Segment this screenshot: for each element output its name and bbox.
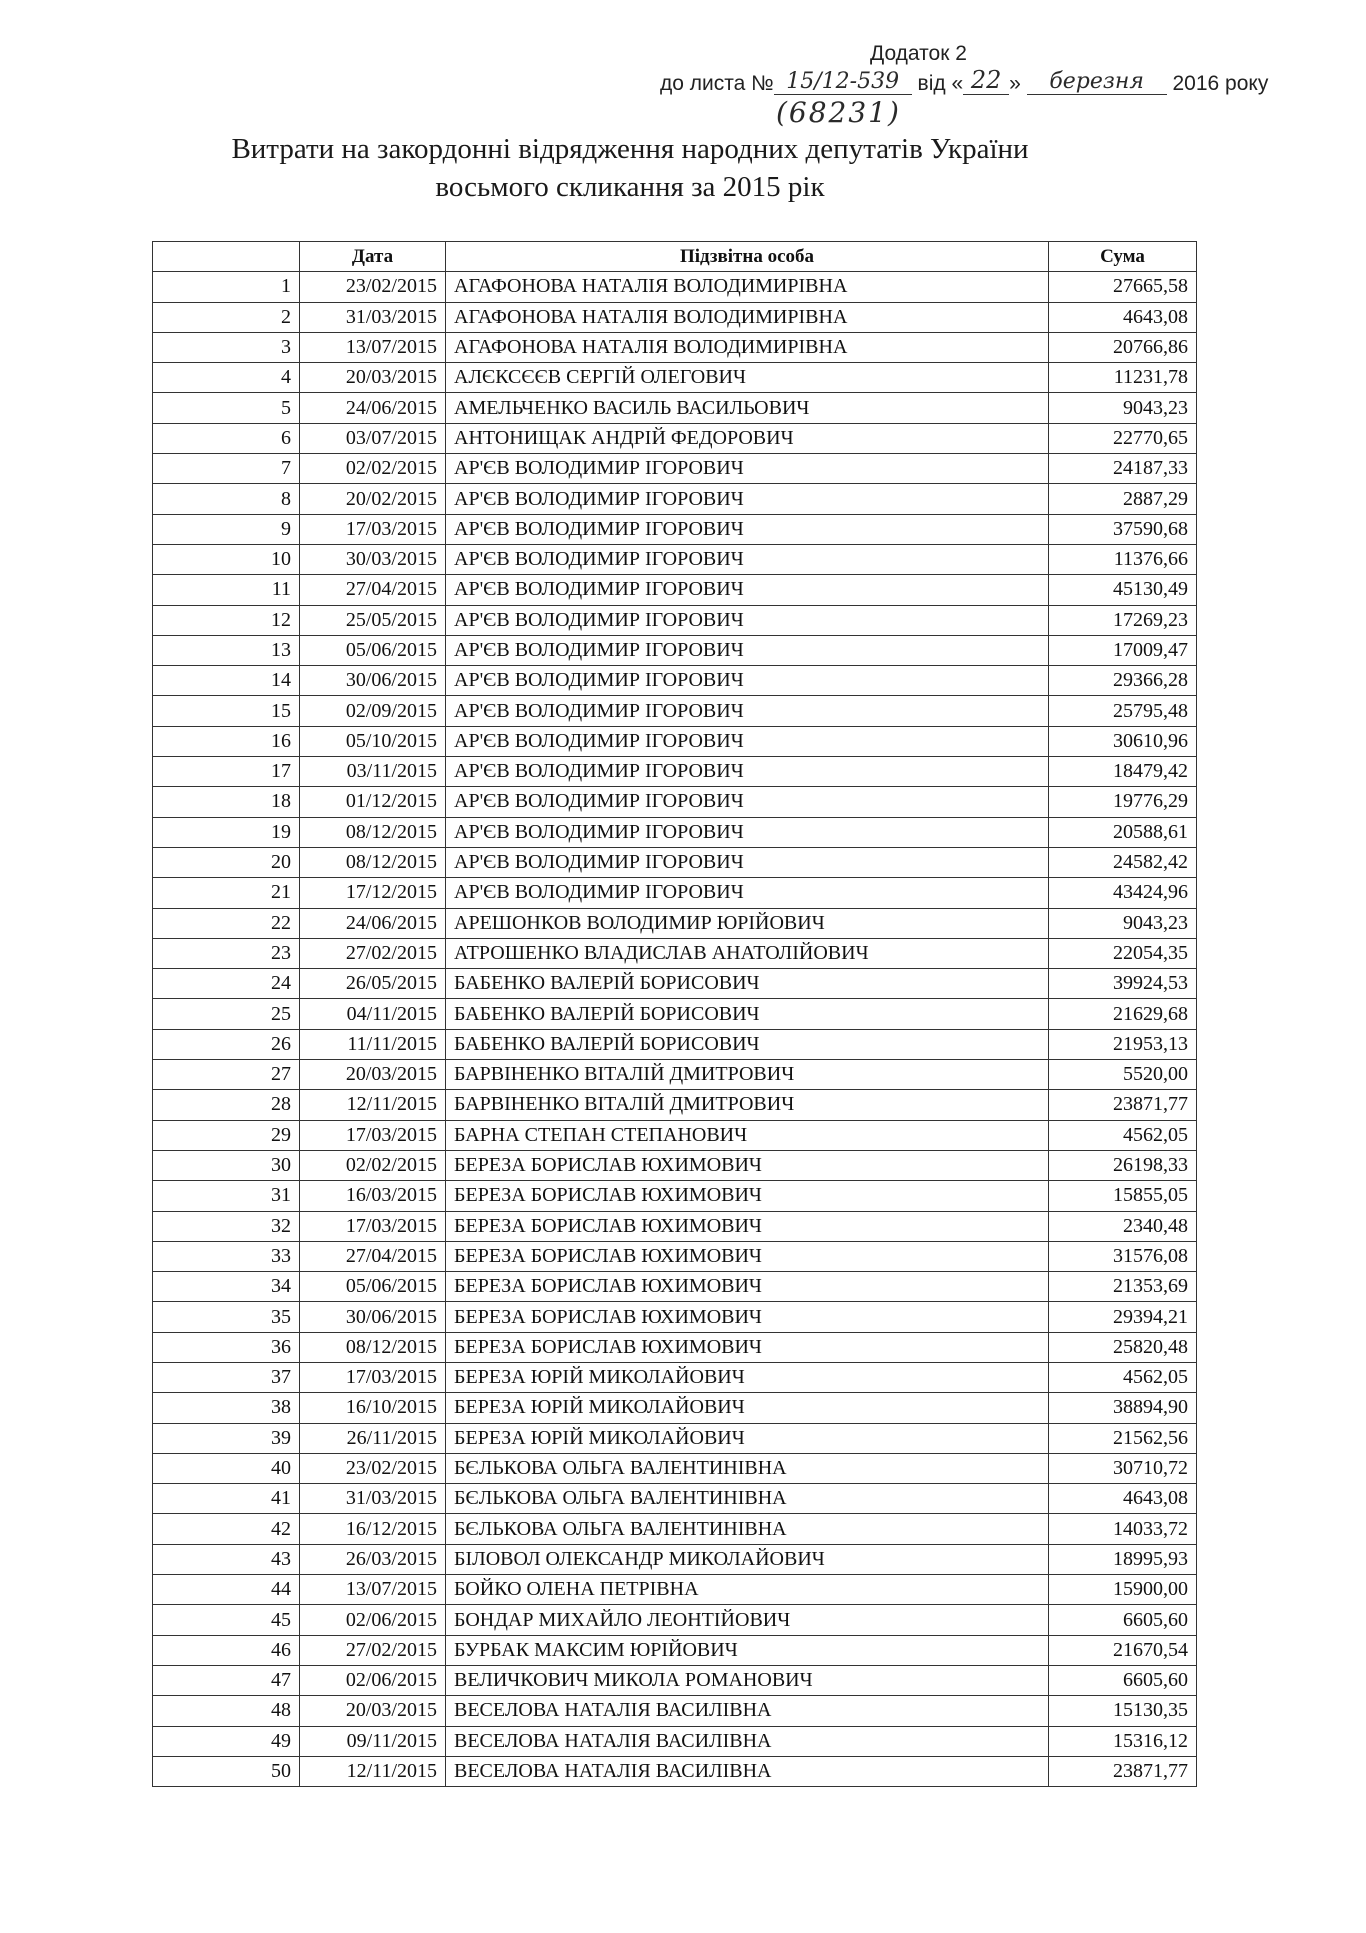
row-sum: 39924,53 xyxy=(1049,969,1197,999)
row-date: 11/11/2015 xyxy=(300,1029,446,1059)
row-number: 16 xyxy=(153,726,300,756)
row-date: 05/06/2015 xyxy=(300,635,446,665)
title-line-1: Витрати на закордонні відрядження народних депутатів України xyxy=(231,133,1029,165)
row-date: 02/06/2015 xyxy=(300,1605,446,1635)
letter-number-handwritten: 15/12-539 xyxy=(774,69,912,95)
appendix-label: Додаток 2 xyxy=(870,42,967,65)
row-sum: 25795,48 xyxy=(1049,696,1197,726)
row-number: 26 xyxy=(153,1029,300,1059)
row-sum: 5520,00 xyxy=(1049,1060,1197,1090)
row-sum: 37590,68 xyxy=(1049,514,1197,544)
row-date: 17/03/2015 xyxy=(300,1211,446,1241)
row-number: 18 xyxy=(153,787,300,817)
row-date: 27/04/2015 xyxy=(300,1241,446,1271)
row-person: БЕРЕЗА БОРИСЛАВ ЮХИМОВИЧ xyxy=(446,1272,1049,1302)
table-row xyxy=(153,787,1197,817)
row-person: АР'ЄВ ВОЛОДИМИР ІГОРОВИЧ xyxy=(446,454,1049,484)
letter-prefix: до листа № xyxy=(660,72,774,95)
table-row xyxy=(153,938,1197,968)
row-number: 47 xyxy=(153,1665,300,1695)
row-sum: 20588,61 xyxy=(1049,817,1197,847)
row-person: ВЕЛИЧКОВИЧ МИКОЛА РОМАНОВИЧ xyxy=(446,1665,1049,1695)
row-sum: 15900,00 xyxy=(1049,1575,1197,1605)
row-sum: 9043,23 xyxy=(1049,908,1197,938)
row-person: АР'ЄВ ВОЛОДИМИР ІГОРОВИЧ xyxy=(446,605,1049,635)
letter-reference xyxy=(660,68,1268,97)
table-row xyxy=(153,605,1197,635)
table-body xyxy=(153,272,1197,1787)
row-number: 41 xyxy=(153,1484,300,1514)
row-person: АР'ЄВ ВОЛОДИМИР ІГОРОВИЧ xyxy=(446,635,1049,665)
row-date: 09/11/2015 xyxy=(300,1726,446,1756)
row-date: 27/02/2015 xyxy=(300,1635,446,1665)
header-date: Дата xyxy=(300,242,446,272)
row-date: 02/09/2015 xyxy=(300,696,446,726)
row-sum: 21953,13 xyxy=(1049,1029,1197,1059)
table-row xyxy=(153,1756,1197,1786)
row-date: 20/03/2015 xyxy=(300,1060,446,1090)
row-person: ВЕСЕЛОВА НАТАЛІЯ ВАСИЛІВНА xyxy=(446,1756,1049,1786)
row-sum: 20766,86 xyxy=(1049,332,1197,362)
row-date: 26/03/2015 xyxy=(300,1544,446,1574)
row-sum: 15130,35 xyxy=(1049,1696,1197,1726)
row-number: 6 xyxy=(153,423,300,453)
row-number: 10 xyxy=(153,544,300,574)
table-row xyxy=(153,423,1197,453)
row-date: 04/11/2015 xyxy=(300,999,446,1029)
row-date: 25/05/2015 xyxy=(300,605,446,635)
month-handwritten: березня xyxy=(1027,69,1167,95)
row-number: 4 xyxy=(153,363,300,393)
year-suffix: 2016 року xyxy=(1172,72,1269,95)
row-person: БЕРЕЗА БОРИСЛАВ ЮХИМОВИЧ xyxy=(446,1241,1049,1271)
table-row xyxy=(153,1029,1197,1059)
row-date: 20/03/2015 xyxy=(300,1696,446,1726)
day-handwritten: 22 xyxy=(963,66,1009,95)
row-person: БАРВІНЕНКО ВІТАЛІЙ ДМИТРОВИЧ xyxy=(446,1060,1049,1090)
table-row xyxy=(153,514,1197,544)
table-row xyxy=(153,272,1197,302)
row-sum: 45130,49 xyxy=(1049,575,1197,605)
row-date: 16/03/2015 xyxy=(300,1181,446,1211)
row-sum: 19776,29 xyxy=(1049,787,1197,817)
table-row xyxy=(153,726,1197,756)
row-person: АРЕШОНКОВ ВОЛОДИМИР ЮРІЙОВИЧ xyxy=(446,908,1049,938)
row-number: 8 xyxy=(153,484,300,514)
table-row xyxy=(153,1484,1197,1514)
table-row xyxy=(153,666,1197,696)
row-number: 12 xyxy=(153,605,300,635)
table-row xyxy=(153,1362,1197,1392)
row-sum: 4562,05 xyxy=(1049,1120,1197,1150)
row-number: 11 xyxy=(153,575,300,605)
row-sum: 24582,42 xyxy=(1049,847,1197,877)
row-number: 22 xyxy=(153,908,300,938)
row-number: 46 xyxy=(153,1635,300,1665)
row-sum: 17009,47 xyxy=(1049,635,1197,665)
row-sum: 43424,96 xyxy=(1049,878,1197,908)
table-row xyxy=(153,302,1197,332)
row-number: 31 xyxy=(153,1181,300,1211)
row-person: БЕРЕЗА БОРИСЛАВ ЮХИМОВИЧ xyxy=(446,1211,1049,1241)
row-date: 16/12/2015 xyxy=(300,1514,446,1544)
table-row xyxy=(153,757,1197,787)
table-row xyxy=(153,393,1197,423)
table-row xyxy=(153,1302,1197,1332)
table-row xyxy=(153,696,1197,726)
row-person: БЄЛЬКОВА ОЛЬГА ВАЛЕНТИНІВНА xyxy=(446,1514,1049,1544)
row-number: 19 xyxy=(153,817,300,847)
row-person: БАБЕНКО ВАЛЕРІЙ БОРИСОВИЧ xyxy=(446,1029,1049,1059)
row-date: 31/03/2015 xyxy=(300,1484,446,1514)
row-number: 21 xyxy=(153,878,300,908)
row-person: БОНДАР МИХАЙЛО ЛЕОНТІЙОВИЧ xyxy=(446,1605,1049,1635)
row-date: 13/07/2015 xyxy=(300,332,446,362)
day-close: » xyxy=(1009,72,1021,95)
row-person: АНТОНИЩАК АНДРІЙ ФЕДОРОВИЧ xyxy=(446,423,1049,453)
row-date: 27/04/2015 xyxy=(300,575,446,605)
row-sum: 6605,60 xyxy=(1049,1665,1197,1695)
row-sum: 21629,68 xyxy=(1049,999,1197,1029)
row-date: 12/11/2015 xyxy=(300,1090,446,1120)
row-person: АР'ЄВ ВОЛОДИМИР ІГОРОВИЧ xyxy=(446,484,1049,514)
table-row xyxy=(153,1181,1197,1211)
row-person: БЕРЕЗА БОРИСЛАВ ЮХИМОВИЧ xyxy=(446,1150,1049,1180)
table-row xyxy=(153,1423,1197,1453)
table-row xyxy=(153,1272,1197,1302)
row-number: 43 xyxy=(153,1544,300,1574)
table-row xyxy=(153,1393,1197,1423)
row-date: 05/06/2015 xyxy=(300,1272,446,1302)
row-number: 27 xyxy=(153,1060,300,1090)
row-person: АР'ЄВ ВОЛОДИМИР ІГОРОВИЧ xyxy=(446,575,1049,605)
header-person: Підзвітна особа xyxy=(446,242,1049,272)
row-person: АР'ЄВ ВОЛОДИМИР ІГОРОВИЧ xyxy=(446,544,1049,574)
row-sum: 14033,72 xyxy=(1049,1514,1197,1544)
row-number: 15 xyxy=(153,696,300,726)
row-person: БЕРЕЗА ЮРІЙ МИКОЛАЙОВИЧ xyxy=(446,1393,1049,1423)
table-row xyxy=(153,484,1197,514)
row-date: 24/06/2015 xyxy=(300,393,446,423)
table-row xyxy=(153,1090,1197,1120)
row-sum: 24187,33 xyxy=(1049,454,1197,484)
row-number: 40 xyxy=(153,1453,300,1483)
row-number: 24 xyxy=(153,969,300,999)
row-sum: 22770,65 xyxy=(1049,423,1197,453)
row-person: АР'ЄВ ВОЛОДИМИР ІГОРОВИЧ xyxy=(446,666,1049,696)
header-sum: Сума xyxy=(1049,242,1197,272)
row-date: 03/11/2015 xyxy=(300,757,446,787)
table-row xyxy=(153,908,1197,938)
row-sum: 4562,05 xyxy=(1049,1362,1197,1392)
table-row xyxy=(153,575,1197,605)
row-date: 08/12/2015 xyxy=(300,1332,446,1362)
row-number: 32 xyxy=(153,1211,300,1241)
row-number: 37 xyxy=(153,1362,300,1392)
table-row xyxy=(153,1605,1197,1635)
row-number: 30 xyxy=(153,1150,300,1180)
row-sum: 6605,60 xyxy=(1049,1605,1197,1635)
table-row xyxy=(153,363,1197,393)
row-number: 13 xyxy=(153,635,300,665)
row-person: БУРБАК МАКСИМ ЮРІЙОВИЧ xyxy=(446,1635,1049,1665)
row-number: 36 xyxy=(153,1332,300,1362)
row-sum: 15316,12 xyxy=(1049,1726,1197,1756)
table-row xyxy=(153,635,1197,665)
table-row xyxy=(153,1060,1197,1090)
row-date: 17/12/2015 xyxy=(300,878,446,908)
row-person: БЄЛЬКОВА ОЛЬГА ВАЛЕНТИНІВНА xyxy=(446,1484,1049,1514)
row-sum: 29366,28 xyxy=(1049,666,1197,696)
table-row xyxy=(153,1120,1197,1150)
row-date: 26/05/2015 xyxy=(300,969,446,999)
row-date: 01/12/2015 xyxy=(300,787,446,817)
row-number: 1 xyxy=(153,272,300,302)
row-sum: 21353,69 xyxy=(1049,1272,1197,1302)
row-number: 49 xyxy=(153,1726,300,1756)
row-date: 26/11/2015 xyxy=(300,1423,446,1453)
table-row xyxy=(153,1696,1197,1726)
table-row xyxy=(153,999,1197,1029)
row-date: 12/11/2015 xyxy=(300,1756,446,1786)
row-sum: 11231,78 xyxy=(1049,363,1197,393)
row-person: БОЙКО ОЛЕНА ПЕТРІВНА xyxy=(446,1575,1049,1605)
row-number: 38 xyxy=(153,1393,300,1423)
row-sum: 21670,54 xyxy=(1049,1635,1197,1665)
row-person: ВЕСЕЛОВА НАТАЛІЯ ВАСИЛІВНА xyxy=(446,1726,1049,1756)
table-row xyxy=(153,878,1197,908)
row-person: ВЕСЕЛОВА НАТАЛІЯ ВАСИЛІВНА xyxy=(446,1696,1049,1726)
row-sum: 23871,77 xyxy=(1049,1756,1197,1786)
table-row xyxy=(153,1575,1197,1605)
table-row xyxy=(153,1211,1197,1241)
row-sum: 30710,72 xyxy=(1049,1453,1197,1483)
document-title xyxy=(150,130,1110,206)
row-person: БЕРЕЗА БОРИСЛАВ ЮХИМОВИЧ xyxy=(446,1332,1049,1362)
registration-number-handwritten: (68231) xyxy=(776,96,901,129)
row-number: 9 xyxy=(153,514,300,544)
row-number: 2 xyxy=(153,302,300,332)
row-number: 14 xyxy=(153,666,300,696)
row-person: АГАФОНОВА НАТАЛІЯ ВОЛОДИМИРІВНА xyxy=(446,332,1049,362)
row-number: 23 xyxy=(153,938,300,968)
expenses-table xyxy=(152,241,1197,1787)
row-person: АЛЄКСЄЄВ СЕРГІЙ ОЛЕГОВИЧ xyxy=(446,363,1049,393)
row-sum: 11376,66 xyxy=(1049,544,1197,574)
row-sum: 25820,48 xyxy=(1049,1332,1197,1362)
row-person: БЕРЕЗА ЮРІЙ МИКОЛАЙОВИЧ xyxy=(446,1423,1049,1453)
row-date: 02/02/2015 xyxy=(300,1150,446,1180)
row-number: 5 xyxy=(153,393,300,423)
row-date: 02/06/2015 xyxy=(300,1665,446,1695)
table-header-row xyxy=(153,242,1197,272)
row-person: АР'ЄВ ВОЛОДИМИР ІГОРОВИЧ xyxy=(446,817,1049,847)
row-date: 24/06/2015 xyxy=(300,908,446,938)
row-date: 31/03/2015 xyxy=(300,302,446,332)
row-date: 05/10/2015 xyxy=(300,726,446,756)
row-number: 25 xyxy=(153,999,300,1029)
row-person: БАРНА СТЕПАН СТЕПАНОВИЧ xyxy=(446,1120,1049,1150)
row-sum: 18995,93 xyxy=(1049,1544,1197,1574)
row-person: АР'ЄВ ВОЛОДИМИР ІГОРОВИЧ xyxy=(446,726,1049,756)
row-person: АР'ЄВ ВОЛОДИМИР ІГОРОВИЧ xyxy=(446,514,1049,544)
row-number: 17 xyxy=(153,757,300,787)
row-number: 34 xyxy=(153,1272,300,1302)
row-person: АР'ЄВ ВОЛОДИМИР ІГОРОВИЧ xyxy=(446,757,1049,787)
row-sum: 17269,23 xyxy=(1049,605,1197,635)
row-date: 03/07/2015 xyxy=(300,423,446,453)
row-sum: 23871,77 xyxy=(1049,1090,1197,1120)
row-sum: 38894,90 xyxy=(1049,1393,1197,1423)
row-date: 30/03/2015 xyxy=(300,544,446,574)
row-person: БАБЕНКО ВАЛЕРІЙ БОРИСОВИЧ xyxy=(446,969,1049,999)
table-row xyxy=(153,817,1197,847)
row-number: 20 xyxy=(153,847,300,877)
row-sum: 18479,42 xyxy=(1049,757,1197,787)
row-sum: 30610,96 xyxy=(1049,726,1197,756)
row-number: 28 xyxy=(153,1090,300,1120)
table-row xyxy=(153,332,1197,362)
table-row xyxy=(153,1665,1197,1695)
row-number: 33 xyxy=(153,1241,300,1271)
title-line-2: восьмого скликання за 2015 рік xyxy=(435,171,825,203)
row-person: БЕРЕЗА БОРИСЛАВ ЮХИМОВИЧ xyxy=(446,1302,1049,1332)
row-sum: 22054,35 xyxy=(1049,938,1197,968)
row-date: 20/02/2015 xyxy=(300,484,446,514)
row-person: БІЛОВОЛ ОЛЕКСАНДР МИКОЛАЙОВИЧ xyxy=(446,1544,1049,1574)
table-row xyxy=(153,1514,1197,1544)
row-number: 29 xyxy=(153,1120,300,1150)
row-person: АР'ЄВ ВОЛОДИМИР ІГОРОВИЧ xyxy=(446,878,1049,908)
table-row xyxy=(153,1635,1197,1665)
row-person: БАРВІНЕНКО ВІТАЛІЙ ДМИТРОВИЧ xyxy=(446,1090,1049,1120)
row-date: 16/10/2015 xyxy=(300,1393,446,1423)
row-person: БЕРЕЗА БОРИСЛАВ ЮХИМОВИЧ xyxy=(446,1181,1049,1211)
table-row xyxy=(153,969,1197,999)
row-person: БЄЛЬКОВА ОЛЬГА ВАЛЕНТИНІВНА xyxy=(446,1453,1049,1483)
header-number xyxy=(153,242,300,272)
row-date: 27/02/2015 xyxy=(300,938,446,968)
row-number: 42 xyxy=(153,1514,300,1544)
table-row xyxy=(153,1241,1197,1271)
row-date: 08/12/2015 xyxy=(300,817,446,847)
row-person: БЕРЕЗА ЮРІЙ МИКОЛАЙОВИЧ xyxy=(446,1362,1049,1392)
row-date: 17/03/2015 xyxy=(300,1362,446,1392)
row-sum: 15855,05 xyxy=(1049,1181,1197,1211)
row-number: 35 xyxy=(153,1302,300,1332)
from-word: від « xyxy=(917,72,964,95)
row-date: 17/03/2015 xyxy=(300,1120,446,1150)
row-number: 45 xyxy=(153,1605,300,1635)
row-number: 44 xyxy=(153,1575,300,1605)
row-number: 3 xyxy=(153,332,300,362)
row-person: БАБЕНКО ВАЛЕРІЙ БОРИСОВИЧ xyxy=(446,999,1049,1029)
row-person: АР'ЄВ ВОЛОДИМИР ІГОРОВИЧ xyxy=(446,787,1049,817)
table-row xyxy=(153,1726,1197,1756)
row-date: 08/12/2015 xyxy=(300,847,446,877)
row-date: 02/02/2015 xyxy=(300,454,446,484)
row-sum: 27665,58 xyxy=(1049,272,1197,302)
row-sum: 9043,23 xyxy=(1049,393,1197,423)
row-sum: 4643,08 xyxy=(1049,302,1197,332)
table-row xyxy=(153,1544,1197,1574)
row-sum: 26198,33 xyxy=(1049,1150,1197,1180)
table-row xyxy=(153,1150,1197,1180)
row-sum: 31576,08 xyxy=(1049,1241,1197,1271)
row-number: 39 xyxy=(153,1423,300,1453)
row-number: 50 xyxy=(153,1756,300,1786)
row-person: АТРОШЕНКО ВЛАДИСЛАВ АНАТОЛІЙОВИЧ xyxy=(446,938,1049,968)
row-date: 20/03/2015 xyxy=(300,363,446,393)
row-person: АГАФОНОВА НАТАЛІЯ ВОЛОДИМИРІВНА xyxy=(446,272,1049,302)
row-date: 23/02/2015 xyxy=(300,1453,446,1483)
table-row xyxy=(153,1453,1197,1483)
row-person: АР'ЄВ ВОЛОДИМИР ІГОРОВИЧ xyxy=(446,847,1049,877)
row-sum: 21562,56 xyxy=(1049,1423,1197,1453)
row-person: АМЕЛЬЧЕНКО ВАСИЛЬ ВАСИЛЬОВИЧ xyxy=(446,393,1049,423)
table-row xyxy=(153,454,1197,484)
row-sum: 2340,48 xyxy=(1049,1211,1197,1241)
row-date: 30/06/2015 xyxy=(300,1302,446,1332)
row-number: 48 xyxy=(153,1696,300,1726)
row-date: 17/03/2015 xyxy=(300,514,446,544)
row-date: 13/07/2015 xyxy=(300,1575,446,1605)
table-row xyxy=(153,847,1197,877)
table-row xyxy=(153,544,1197,574)
row-date: 23/02/2015 xyxy=(300,272,446,302)
row-sum: 2887,29 xyxy=(1049,484,1197,514)
row-person: АГАФОНОВА НАТАЛІЯ ВОЛОДИМИРІВНА xyxy=(446,302,1049,332)
row-sum: 4643,08 xyxy=(1049,1484,1197,1514)
table-row xyxy=(153,1332,1197,1362)
row-person: АР'ЄВ ВОЛОДИМИР ІГОРОВИЧ xyxy=(446,696,1049,726)
row-number: 7 xyxy=(153,454,300,484)
row-date: 30/06/2015 xyxy=(300,666,446,696)
row-sum: 29394,21 xyxy=(1049,1302,1197,1332)
